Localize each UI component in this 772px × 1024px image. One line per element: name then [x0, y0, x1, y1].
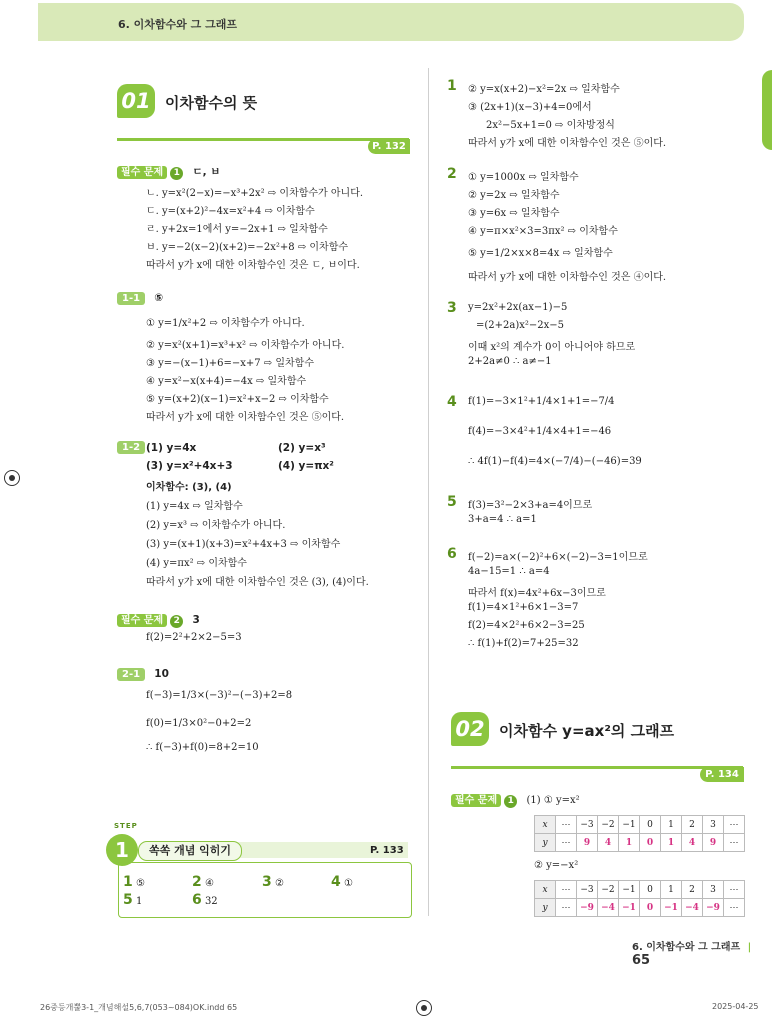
step-answer: 1 ⑤ [123, 874, 145, 890]
problem-header [451, 791, 580, 808]
solution-line: ㄹ. y+2x=1에서 y=−2x+1 ⇨ 일차함수 [146, 224, 328, 235]
solution-line: ① y=1000x ⇨ 일차함수 [468, 172, 579, 183]
table-cell: −3 [577, 816, 598, 834]
table-cell: x [535, 881, 556, 899]
problem-answer: 3 [192, 614, 200, 626]
question-number: 5 [447, 494, 457, 510]
problem-header [117, 163, 220, 180]
problem-header [117, 611, 200, 628]
solution-line: (1) y=4x ⇨ 일차함수 [146, 501, 243, 512]
table-cell: −1 [619, 816, 640, 834]
solution-line: ④ y=π×x²×3=3πx² ⇨ 이차함수 [468, 226, 618, 237]
solution-line: f(4)=−3×4²+1/4×4+1=−46 [468, 426, 612, 437]
table-cell: 1 [661, 816, 682, 834]
solution-line: ① y=1/x²+2 ⇨ 이차함수가 아니다. [146, 318, 305, 329]
solution-line: ㄴ. y=x²(2−x)=−x³+2x² ⇨ 이차함수가 아니다. [146, 188, 364, 199]
table-cell: 0 [640, 899, 661, 917]
table-cell: −9 [577, 899, 598, 917]
answer-summary: 이차함수: (3), (4) [146, 482, 232, 493]
problem-header [117, 442, 145, 453]
solution-line: (4) y=πx² ⇨ 이차함수 [146, 558, 247, 569]
solution-line: ③ (2x+1)(x−3)+4=0에서 [468, 102, 592, 113]
solution-line: 따라서 f(x)=4x²+6x−3이므로 [468, 588, 606, 599]
step-answer: 5 1 [123, 892, 143, 908]
table-cell: 0 [640, 816, 661, 834]
answer-item: (1) y=4x [146, 442, 197, 454]
step-title: 쏙쏙 개념 익히기 [138, 841, 242, 861]
table-cell: −2 [598, 816, 619, 834]
question-number: 2 [447, 166, 457, 182]
solution-line: ④ y=x²−x(x+4)=−4x ⇨ 일차함수 [146, 376, 307, 387]
solution-line: f(2)=4×2²+6×2−3=25 [468, 620, 585, 631]
registration-mark-icon [4, 470, 20, 486]
table-cell: −4 [598, 899, 619, 917]
problem-label: 1-1 [117, 292, 145, 305]
step-answer-box [118, 862, 412, 918]
solution-line: 4a−15=1 ∴ a=4 [468, 566, 550, 577]
question-number: 4 [447, 394, 457, 410]
table-cell: −3 [577, 881, 598, 899]
table-cell: 1 [661, 834, 682, 852]
answer-item: (2) y=x³ [278, 442, 326, 454]
table-cell: 1 [619, 834, 640, 852]
side-tab [762, 70, 772, 150]
solution-line: ⑤ y=1/2×x×8=4x ⇨ 일차함수 [468, 248, 613, 259]
question-number: 1 [447, 78, 457, 94]
table-cell: 2 [682, 881, 703, 899]
page-tag: P. 132 [368, 139, 410, 154]
section-divider [451, 766, 743, 769]
problem-header [117, 292, 163, 304]
table-cell: 0 [640, 834, 661, 852]
step-number: 1 [106, 834, 138, 866]
sub-question: (1) ① y=x² [526, 795, 580, 806]
table-cell: ⋯ [724, 899, 745, 917]
print-file-info: 26중등개뿔3-1_개념해설5,6,7(053~084)OK.indd 65 [40, 1003, 238, 1012]
problem-label: 1-2 [117, 441, 145, 454]
table-cell: ⋯ [724, 881, 745, 899]
table-cell: ⋯ [556, 881, 577, 899]
problem-label: 필수 문제 [451, 794, 501, 807]
solution-line: 2+2a≠0 ∴ a≠−1 [468, 356, 552, 367]
solution-line: ∴ f(1)+f(2)=7+25=32 [468, 638, 579, 649]
solution-line: 이때 x²의 계수가 0이 아니어야 하므로 [468, 342, 636, 353]
table-cell: x [535, 816, 556, 834]
print-date: 2025-04-25 [712, 1002, 759, 1011]
solution-line: f(1)=4×1²+6×1−3=7 [468, 602, 579, 613]
solution-line: ㅂ. y=−2(x−2)(x+2)=−2x²+8 ⇨ 이차함수 [146, 242, 349, 253]
problem-answer: ⑤ [154, 292, 164, 304]
step-answer: 4 ① [331, 874, 353, 890]
step-tag: STEP [114, 822, 138, 830]
solution-line: f(3)=3²−2×3+a=4이므로 [468, 500, 593, 511]
step-answer: 6 32 [192, 892, 218, 908]
solution-line: ③ y=6x ⇨ 일차함수 [468, 208, 560, 219]
solution-line: ② y=x²(x+1)=x³+x² ⇨ 이차함수가 아니다. [146, 340, 345, 351]
solution-line: ㄷ. y=(x+2)²−4x=x²+4 ⇨ 이차함수 [146, 206, 315, 217]
step-page: P. 133 [370, 845, 404, 856]
problem-label: 2-1 [117, 668, 145, 681]
column-divider [428, 68, 429, 916]
table-cell: −2 [598, 881, 619, 899]
solution-line: 2x²−5x+1=0 ⇨ 이차방정식 [486, 120, 615, 131]
answer-item: (3) y=x²+4x+3 [146, 460, 233, 472]
table-cell: 4 [682, 834, 703, 852]
solution-line: (3) y=(x+1)(x+3)=x²+4x+3 ⇨ 이차함수 [146, 539, 341, 550]
answer-item: (4) y=πx² [278, 460, 334, 472]
solution-line: f(0)=1/3×0²−0+2=2 [146, 718, 252, 729]
problem-label: 필수 문제 [117, 614, 167, 627]
page-footer-label: 6. 이차함수와 그 그래프 | 65 [632, 942, 752, 968]
step-answer: 2 ④ [192, 874, 214, 890]
solution-line: ② y=2x ⇨ 일차함수 [468, 190, 560, 201]
problem-answer: 10 [154, 668, 169, 680]
table-cell: 4 [598, 834, 619, 852]
table-cell: 2 [682, 816, 703, 834]
solution-line: 3+a=4 ∴ a=1 [468, 514, 537, 525]
chapter-title: 6. 이차함수와 그 그래프 [118, 18, 237, 31]
solution-line: f(1)=−3×1²+1/4×1+1=−7/4 [468, 396, 615, 407]
table-cell: 9 [703, 834, 724, 852]
table-cell: −1 [619, 899, 640, 917]
table-cell: ⋯ [724, 816, 745, 834]
problem-answer: ㄷ, ㅂ [192, 166, 221, 178]
section-badge: 01 [117, 84, 155, 118]
problem-number: 1 [170, 167, 183, 180]
table-cell: −1 [619, 881, 640, 899]
table-cell: ⋯ [724, 834, 745, 852]
section-title: 이차함수의 뜻 [165, 94, 258, 112]
value-table [534, 815, 745, 852]
table-row [535, 899, 745, 917]
table-row [535, 816, 745, 834]
table-cell: ⋯ [556, 816, 577, 834]
table-cell: −4 [682, 899, 703, 917]
solution-line: ⑤ y=(x+2)(x−1)=x²+x−2 ⇨ 이차함수 [146, 394, 329, 405]
solution-line: 따라서 y가 x에 대한 이차함수인 것은 ④이다. [468, 272, 667, 283]
value-table [534, 880, 745, 917]
solution-line: f(2)=2²+2×2−5=3 [146, 632, 242, 643]
table-cell: ⋯ [556, 899, 577, 917]
solution-line: ③ y=−(x−1)+6=−x+7 ⇨ 일차함수 [146, 358, 314, 369]
problem-header [117, 668, 169, 680]
problem-label: 필수 문제 [117, 166, 167, 179]
registration-mark-icon [416, 1000, 432, 1016]
table-cell: −1 [661, 899, 682, 917]
question-number: 3 [447, 300, 457, 316]
table-row [535, 834, 745, 852]
solution-line: 따라서 y가 x에 대한 이차함수인 것은 ㄷ, ㅂ이다. [146, 260, 360, 271]
table-cell: ⋯ [556, 834, 577, 852]
table-cell: 1 [661, 881, 682, 899]
page-number: 65 [632, 953, 651, 968]
solution-line: ∴ 4f(1)−f(4)=4×(−7/4)−(−46)=39 [468, 456, 642, 467]
table-cell: 0 [640, 881, 661, 899]
table-cell: −9 [703, 899, 724, 917]
table-cell: y [535, 899, 556, 917]
problem-number: 2 [170, 615, 183, 628]
table-cell: 3 [703, 881, 724, 899]
solution-line: ∴ f(−3)+f(0)=8+2=10 [146, 742, 259, 753]
section-badge: 02 [451, 712, 489, 746]
solution-line: y=2x²+2x(ax−1)−5 [468, 302, 568, 313]
sub-question: ② y=−x² [534, 860, 579, 871]
table-cell: y [535, 834, 556, 852]
section-title: 이차함수 y=ax²의 그래프 [499, 722, 675, 740]
solution-line: (2) y=x³ ⇨ 이차함수가 아니다. [146, 520, 286, 531]
solution-line: ② y=x(x+2)−x²=2x ⇨ 일차함수 [468, 84, 620, 95]
step-answer: 3 ② [262, 874, 284, 890]
table-cell: 9 [577, 834, 598, 852]
solution-line: f(−3)=1/3×(−3)²−(−3)+2=8 [146, 690, 293, 701]
problem-number: 1 [504, 795, 517, 808]
solution-line: 따라서 y가 x에 대한 이차함수인 것은 (3), (4)이다. [146, 577, 369, 588]
solution-line: =(2+2a)x²−2x−5 [476, 320, 565, 331]
solution-line: 따라서 y가 x에 대한 이차함수인 것은 ⑤이다. [468, 138, 667, 149]
solution-line: f(−2)=a×(−2)²+6×(−2)−3=1이므로 [468, 552, 648, 563]
table-row [535, 881, 745, 899]
table-cell: 3 [703, 816, 724, 834]
section-divider [117, 138, 409, 141]
solution-line: 따라서 y가 x에 대한 이차함수인 것은 ⑤이다. [146, 412, 345, 423]
question-number: 6 [447, 546, 457, 562]
page-tag: P. 134 [700, 767, 744, 782]
